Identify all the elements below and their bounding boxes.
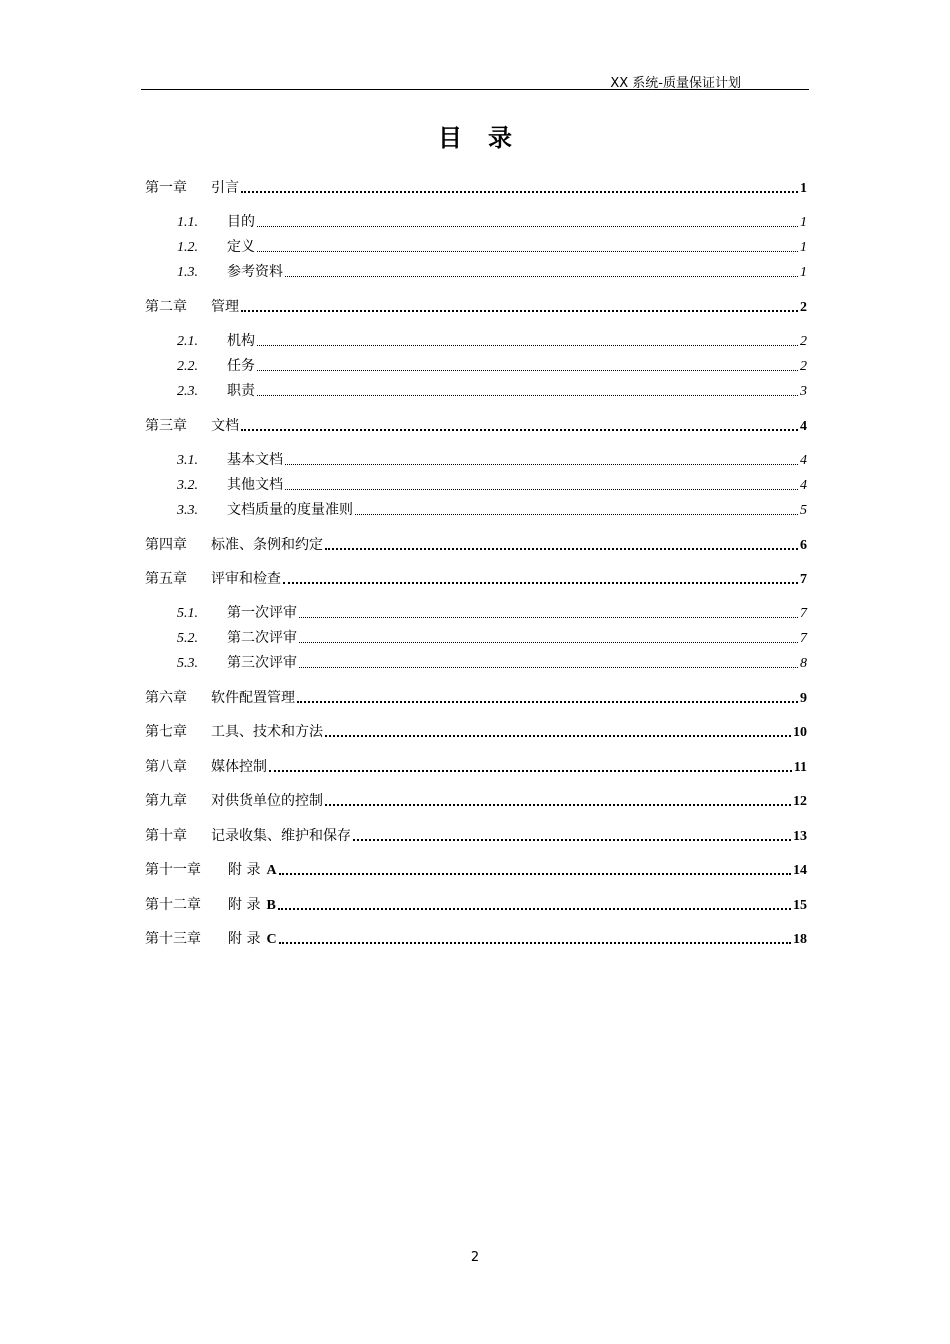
toc-dot-leader: [325, 803, 791, 806]
toc-dot-leader: [279, 872, 791, 875]
toc-page-number: 6: [800, 538, 807, 553]
toc-chapter-number: 第五章: [145, 571, 187, 587]
toc-dot-leader: [285, 488, 798, 490]
toc-section-entry[interactable]: [145, 356, 807, 376]
toc-entry-title: 参考资料: [227, 264, 283, 280]
toc-entry-title: 机构: [227, 333, 255, 349]
toc-chapter-number: 第十一章: [145, 862, 201, 878]
toc-entry-title: 管理: [211, 299, 239, 315]
toc-page-number: 10: [793, 725, 807, 740]
toc-dot-leader: [355, 513, 798, 515]
toc-entry-title: 附 录: [228, 862, 261, 878]
toc-dot-leader: [325, 734, 791, 737]
toc-section-number: 2.3.: [177, 384, 198, 399]
toc-section-number: 5.3.: [177, 656, 198, 671]
toc-page-number: 4: [800, 478, 807, 493]
toc-chapter-entry[interactable]: [145, 688, 807, 708]
toc-chapter-entry[interactable]: [145, 757, 807, 777]
toc-dot-leader: [325, 547, 798, 550]
toc-entry-title: 对供货单位的控制: [211, 793, 323, 809]
header-text: XX 系统-质量保证计划: [610, 76, 741, 91]
toc-section-number: 1.2.: [177, 240, 198, 255]
toc-entry-title: 文档质量的度量准则: [227, 502, 353, 518]
toc-chapter-entry[interactable]: [145, 929, 807, 949]
toc-entry-title: 第二次评审: [227, 630, 297, 646]
toc-entry-title: 评审和检查: [211, 571, 281, 587]
toc-entry-title: 文档: [211, 418, 239, 434]
toc-page-number: 1: [800, 181, 807, 196]
toc-dot-leader: [257, 225, 798, 227]
toc-section-entry[interactable]: [145, 450, 807, 470]
toc-section-number: 3.1.: [177, 453, 198, 468]
toc-section-entry[interactable]: [145, 381, 807, 401]
toc-chapter-entry[interactable]: [145, 416, 807, 436]
toc-section-number: 5.1.: [177, 606, 198, 621]
toc-chapter-number: 第四章: [145, 537, 187, 553]
toc-dot-leader: [285, 275, 798, 277]
toc-chapter-entry[interactable]: [145, 535, 807, 555]
toc-dot-leader: [257, 369, 798, 371]
toc-entry-title: 记录收集、维护和保存: [211, 828, 351, 844]
toc-chapter-entry[interactable]: [145, 722, 807, 742]
toc-chapter-number: 第十三章: [145, 931, 201, 947]
toc-chapter-entry[interactable]: [145, 791, 807, 811]
toc-chapter-entry[interactable]: [145, 178, 807, 198]
toc-section-entry[interactable]: [145, 603, 807, 623]
toc-entry-suffix: C: [266, 932, 277, 947]
toc-entry-title: 附 录: [228, 931, 261, 947]
toc-dot-leader: [297, 700, 798, 703]
toc-page-number: 4: [800, 419, 807, 434]
toc-page-number: 8: [800, 656, 807, 671]
toc-dot-leader: [299, 666, 798, 668]
toc-dot-leader: [283, 581, 798, 584]
toc-section-number: 2.2.: [177, 359, 198, 374]
toc-entry-title: 第一次评审: [227, 605, 297, 621]
page-number: 2: [470, 1250, 480, 1265]
toc-entry-title: 附 录: [228, 897, 261, 913]
page-header: [141, 72, 809, 90]
toc-entry-title: 软件配置管理: [211, 690, 295, 706]
toc-section-entry[interactable]: [145, 262, 807, 282]
toc-section-number: 3.3.: [177, 503, 198, 518]
toc-page-number: 5: [800, 503, 807, 518]
toc-chapter-entry[interactable]: [145, 297, 807, 317]
toc-chapter-number: 第九章: [145, 793, 187, 809]
toc-section-entry[interactable]: [145, 628, 807, 648]
toc-entry-title: 标准、条例和约定: [211, 537, 323, 553]
toc-page-number: 4: [800, 453, 807, 468]
toc-entry-title: 工具、技术和方法: [211, 724, 323, 740]
toc-chapter-number: 第十章: [145, 828, 187, 844]
toc-dot-leader: [279, 941, 791, 944]
toc-chapter-entry[interactable]: [145, 569, 807, 589]
toc-entry-title: 第三次评审: [227, 655, 297, 671]
toc-section-number: 1.3.: [177, 265, 198, 280]
toc-page-number: 18: [793, 932, 807, 947]
toc-page-number: 2: [800, 334, 807, 349]
toc-chapter-number: 第十二章: [145, 897, 201, 913]
toc-section-entry[interactable]: [145, 212, 807, 232]
toc-entry-suffix: A: [266, 863, 277, 878]
toc-chapter-number: 第一章: [145, 180, 187, 196]
toc-dot-leader: [353, 838, 791, 841]
toc-section-number: 2.1.: [177, 334, 198, 349]
toc-dot-leader: [241, 428, 798, 431]
toc-chapter-number: 第八章: [145, 759, 187, 775]
toc-dot-leader: [241, 309, 798, 312]
toc-entry-title: 引言: [211, 180, 239, 196]
toc-entry-title: 职责: [227, 383, 255, 399]
toc-chapter-number: 第六章: [145, 690, 187, 706]
toc-page-number: 3: [800, 384, 807, 399]
toc-entry-title: 任务: [227, 358, 255, 374]
toc-section-entry[interactable]: [145, 331, 807, 351]
toc-chapter-entry[interactable]: [145, 895, 807, 915]
toc-page-number: 1: [800, 265, 807, 280]
toc-page-number: 9: [800, 691, 807, 706]
toc-dot-leader: [257, 344, 798, 346]
toc-dot-leader: [299, 616, 798, 618]
toc-section-number: 5.2.: [177, 631, 198, 646]
toc-page-number: 11: [793, 760, 807, 775]
toc-chapter-entry[interactable]: [145, 860, 807, 880]
toc-chapter-number: 第七章: [145, 724, 187, 740]
toc-page-number: 1: [800, 215, 807, 230]
toc-section-entry[interactable]: [145, 653, 807, 673]
toc-section-entry[interactable]: [145, 475, 807, 495]
toc-dot-leader: [285, 463, 798, 465]
toc-section-entry[interactable]: [145, 500, 807, 520]
toc-page-number: 2: [800, 359, 807, 374]
toc-dot-leader: [299, 641, 798, 643]
toc-page-number: 1: [800, 240, 807, 255]
page-title: 目录: [438, 124, 538, 152]
toc-chapter-entry[interactable]: [145, 826, 807, 846]
toc-entry-title: 定义: [227, 239, 255, 255]
toc-dot-leader: [257, 394, 798, 396]
toc-page-number: 15: [793, 898, 807, 913]
toc-entry-suffix: B: [266, 898, 276, 913]
toc-page-number: 2: [800, 300, 807, 315]
toc-section-entry[interactable]: [145, 237, 807, 257]
toc-chapter-number: 第三章: [145, 418, 187, 434]
toc-dot-leader: [278, 907, 791, 910]
toc-section-number: 1.1.: [177, 215, 198, 230]
toc-entry-title: 目的: [227, 214, 255, 230]
toc-page-number: 12: [793, 794, 807, 809]
toc-page-number: 7: [800, 572, 807, 587]
toc-entry-title: 基本文档: [227, 452, 283, 468]
toc-page-number: 14: [793, 863, 807, 878]
toc-dot-leader: [269, 769, 792, 772]
toc-page-number: 7: [800, 631, 807, 646]
toc-page-number: 13: [793, 829, 807, 844]
toc-section-number: 3.2.: [177, 478, 198, 493]
toc-dot-leader: [257, 250, 798, 252]
toc-page-number: 7: [800, 606, 807, 621]
toc-chapter-number: 第二章: [145, 299, 187, 315]
toc-entry-title: 媒体控制: [211, 759, 267, 775]
toc-dot-leader: [241, 190, 798, 193]
toc-entry-title: 其他文档: [227, 477, 283, 493]
